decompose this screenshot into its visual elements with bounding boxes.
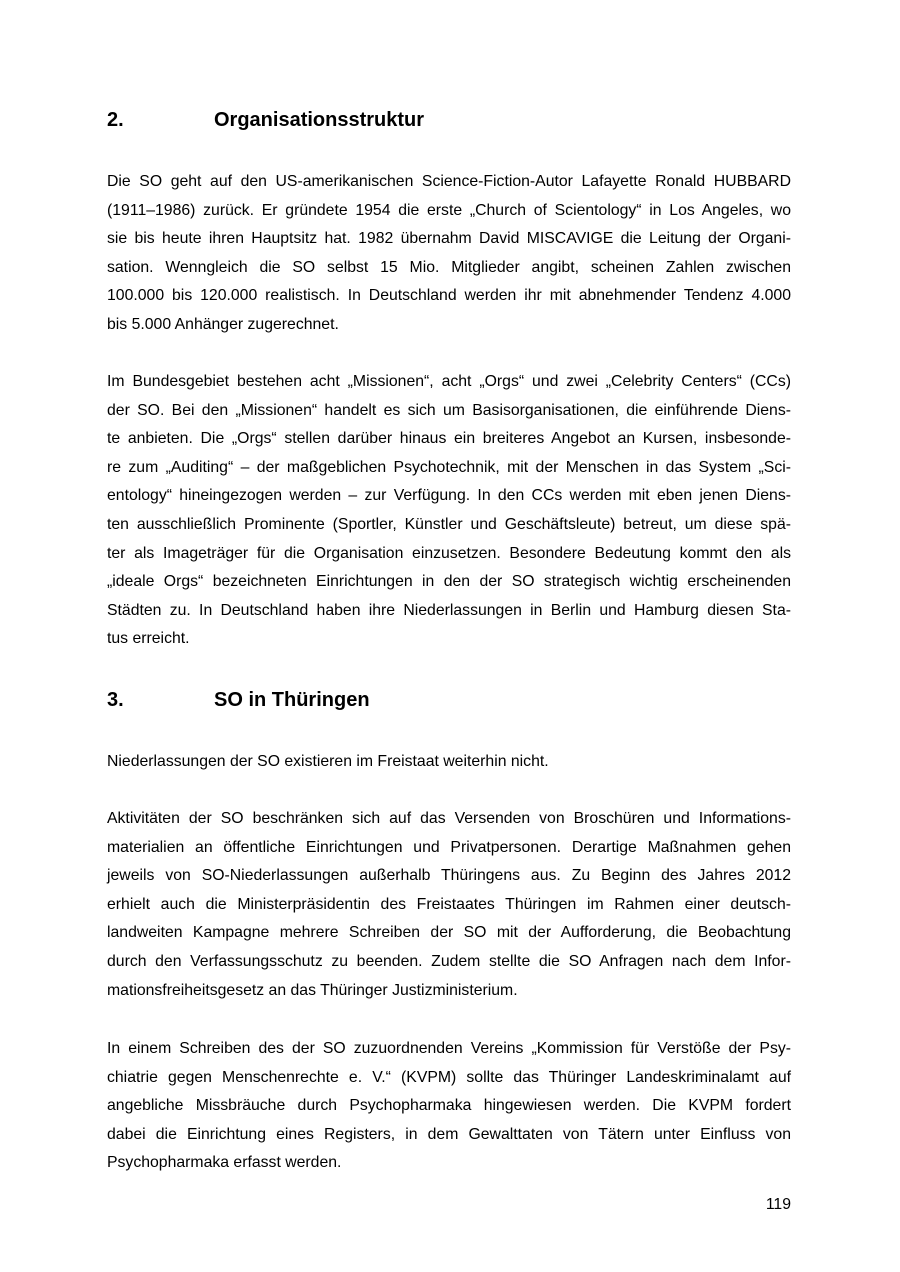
text-line: jeweils von SO-Niederlassungen außerhalb Thüringens aus. Zu Beginn des Jahres 2012 bbox=[107, 867, 791, 885]
text-line: ten ausschließlich Prominente (Sportler, Künstler und Geschäftsleute) betreut, um diese spä- bbox=[107, 515, 791, 533]
text-line: Niederlassungen der SO existieren im Freistaat weiterhin nicht. bbox=[107, 753, 549, 770]
page-number: 119 bbox=[765, 1196, 791, 1213]
paragraph bbox=[107, 368, 791, 654]
text-line: landweiten Kampagne mehrere Schreiben der SO mit der Aufforderung, die Beobachtung bbox=[107, 924, 791, 942]
text-line: In einem Schreiben des der SO zuzuordnenden Vereins „Kommission für Verstöße der Psy- bbox=[107, 1040, 791, 1057]
section-title: Organisationsstruktur bbox=[214, 109, 425, 131]
text-line: Städten zu. In Deutschland haben ihre Niederlassungen in Berlin und Hamburg diesen Sta- bbox=[107, 601, 791, 619]
paragraph bbox=[107, 805, 791, 1005]
text-line: chiatrie gegen Menschenrechte e. V.“ (KVPM) sollte das Thüringer Landeskriminalamt auf bbox=[107, 1068, 791, 1086]
text-line: materialien an öffentliche Einrichtungen und Privatpersonen. Derartige Maßnahmen gehen bbox=[107, 838, 791, 856]
text-line: (1911–1986) zurück. Er gründete 1954 die erste „Church of Scientology“ in Los Angeles, wo bbox=[107, 201, 791, 219]
text-line: Die SO geht auf den US-amerikanischen Science-Fiction-Autor Lafayette Ronald HUBBARD bbox=[107, 173, 791, 190]
text-line: mationsfreiheitsgesetz an das Thüringer Justizministerium. bbox=[107, 981, 518, 999]
section-title: SO in Thüringen bbox=[214, 689, 370, 711]
text-line: sation. Wenngleich die SO selbst 15 Mio. Mitglieder angibt, scheinen Zahlen zwischen bbox=[107, 258, 791, 276]
paragraph bbox=[107, 748, 791, 777]
text-line: te anbieten. Die „Orgs“ stellen darüber hinaus ein breiteres Angebot an Kursen, insbesonde- bbox=[107, 430, 791, 448]
section-heading-3 bbox=[107, 688, 370, 712]
section-number: 3. bbox=[107, 689, 124, 711]
text-line: re zum „Auditing“ – der maßgeblichen Psychotechnik, mit der Menschen in das System „Sci- bbox=[107, 458, 791, 476]
paragraph bbox=[107, 168, 791, 340]
text-line: entology“ hineingezogen werden – zur Verfügung. In den CCs werden mit eben jenen Diens- bbox=[107, 487, 791, 505]
text-line: Im Bundesgebiet bestehen acht „Missionen“, acht „Orgs“ und zwei „Celebrity Centers“ (CCs) bbox=[107, 373, 791, 390]
text-line: der SO. Bei den „Missionen“ handelt es sich um Basisorganisationen, die einführende Diens- bbox=[107, 401, 791, 419]
text-line: 100.000 bis 120.000 realistisch. In Deutschland werden ihr mit abnehmender Tendenz 4.000 bbox=[107, 287, 791, 305]
text-line: Psychopharmaka erfasst werden. bbox=[107, 1154, 342, 1172]
text-line: durch den Verfassungsschutz zu beenden. Zudem stellte die SO Anfragen nach dem Infor- bbox=[107, 952, 791, 970]
text-line: sie bis heute ihren Hauptsitz hat. 1982 übernahm David MISCAVIGE die Leitung der Organi- bbox=[107, 230, 791, 248]
text-line: dabei die Einrichtung eines Registers, in dem Gewalttaten von Tätern unter Einfluss von bbox=[107, 1125, 791, 1143]
text-line: Aktivitäten der SO beschränken sich auf das Versenden von Broschüren und Informations- bbox=[107, 810, 791, 827]
section-number: 2. bbox=[107, 109, 124, 131]
text-line: tus erreicht. bbox=[107, 630, 190, 648]
section-heading-2 bbox=[107, 108, 424, 132]
text-line: bis 5.000 Anhänger zugerechnet. bbox=[107, 315, 339, 333]
text-line: „ideale Orgs“ bezeichneten Einrichtungen in den der SO strategisch wichtig erscheinenden bbox=[107, 573, 791, 591]
text-line: erhielt auch die Ministerpräsidentin des Freistaates Thüringen im Rahmen einer deutsch- bbox=[107, 895, 791, 913]
paragraph bbox=[107, 1035, 791, 1178]
text-line: angebliche Missbräuche durch Psychopharmaka hingewiesen werden. Die KVPM fordert bbox=[107, 1097, 791, 1115]
text-line: ter als Imageträger für die Organisation einzusetzen. Besondere Bedeutung kommt den als bbox=[107, 544, 791, 562]
